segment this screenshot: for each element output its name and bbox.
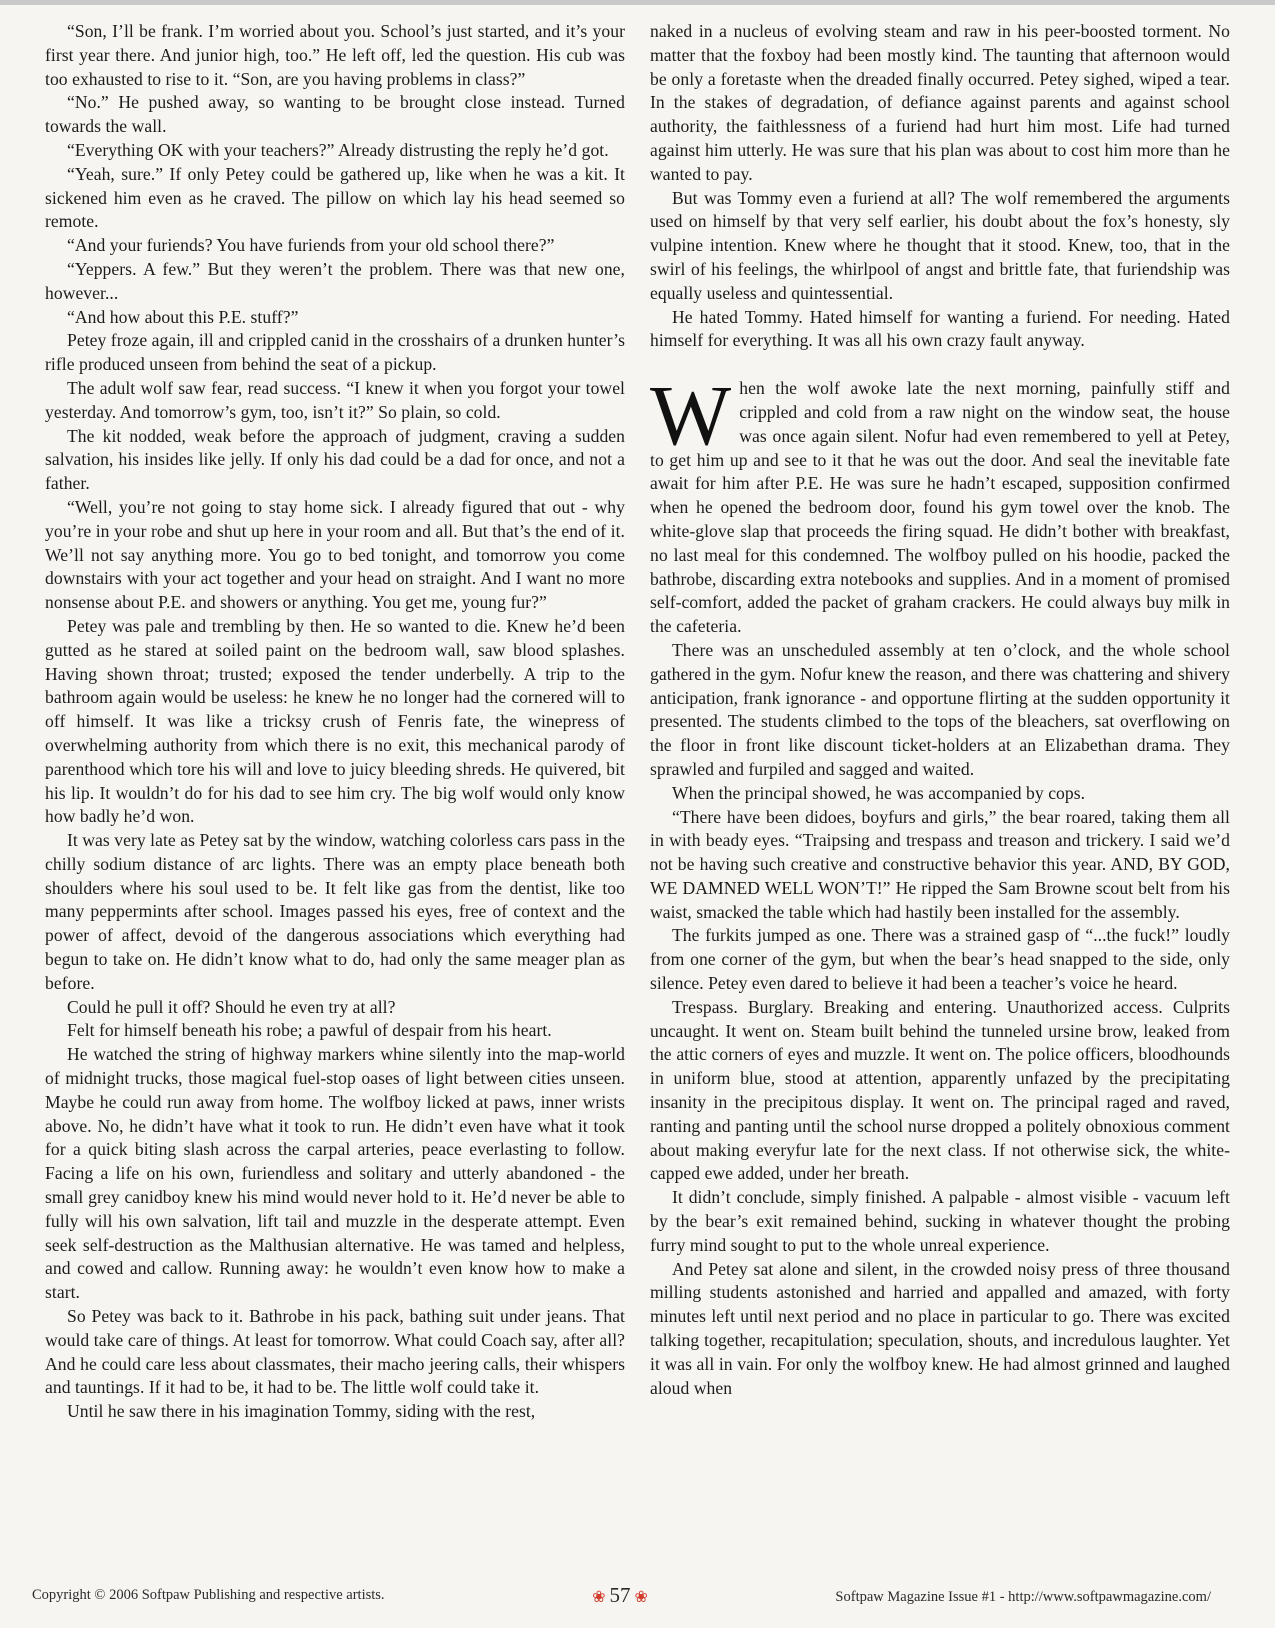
page-number: 57	[609, 1583, 631, 1607]
paragraph: “Yeppers. A few.” But they weren’t the problem. There was that new one, however...	[45, 258, 625, 303]
paragraph: But was Tommy even a furiend at all? The wolf remembered the arguments used on himself by that very self earlier, his doubt about the fox’s honesty, sly vulpine intention. Knew where he thought that it stood. Knew, too, that in the swirl of his feelings, the whirlpool of angst and brittle fate, that furiendship was equally useless and quintessential.	[650, 187, 1230, 303]
issue-line: Softpaw Magazine Issue #1 - http://www.softpawmagazine.com/	[835, 1589, 1211, 1605]
paragraph: Petey was pale and trembling by then. He so wanted to die. Knew he’d been gutted as he stared at soiled paint on the bedroom wall, saw blood splashes. Having shown throat; trusted; exposed the tender underbelly. A trip to the bathroom again would be useless: he knew he no longer had the cornered will to off himself. It was like a tricksy crush of Fenris fate, the winepress of overwhelming authority from which there is no exit, this mechanical parody of parenthood which tore his will and love to juicy bleeding shreds. He quivered, bit his lip. It wouldn’t do for his dad to see him cry. The big wolf would only know how badly he’d won.	[45, 615, 625, 827]
copyright-notice: Copyright © 2006 Softpaw Publishing and respective artists.	[32, 1587, 385, 1603]
section-opening-text: hen the wolf awoke late the next morning, painfully stiff and crippled and cold from a raw night on the window seat, the house was once again silent. Nofur had even remembered to yell at Petey, to get him up and see to it that he was out the door. And seal the inevitable fate await for him after P.E. He was sure he hadn’t escaped, supposition confirmed when he opened the bedroom door, found his gym towel over the knob. The white-glove slap that proceeds the firing squad. He didn’t bother with breakfast, no last meal for this condemned. The wolfboy pulled on his hoodie, packed the bathrobe, discarding extra notebooks and supplies. And in a moment of promised self-comfort, added the packet of graham crackers. He could always buy milk in the cafeteria.	[650, 378, 1230, 637]
drop-cap: W	[650, 367, 732, 464]
paragraph: “Son, I’ll be frank. I’m worried about you. School’s just started, and it’s your first year there. And junior high, too.” He left off, led the question. His cub was too exhausted to rise to it. “Son, are you having problems in class?”	[45, 21, 625, 89]
section-break	[650, 353, 1230, 377]
paragraph: It was very late as Petey sat by the window, watching colorless cars pass in the chilly sodium distance of arc lights. There was an empty place beneath both shoulders where his soul used to be. It felt like gas from the dentist, like too many peppermints after school. Images passed his eyes, free of context and the power of affect, devoid of the dangerous associations which everything had begun to take on. He didn’t know what to do, had only the same meager plan as before.	[45, 830, 625, 993]
paragraph: It didn’t conclude, simply finished. A palpable - almost visible - vacuum left by the bear’s exit remained behind, sucking in whatever thought the probing furry mind sought to put to the whole unreal experience.	[650, 1187, 1230, 1255]
paragraph: “Everything OK with your teachers?” Already distrusting the reply he’d got.	[67, 139, 609, 160]
paragraph: Could he pull it off? Should he even try at all?	[67, 996, 396, 1017]
paragraph: He watched the string of highway markers whine silently into the map-world of midnight trucks, those magical fuel-stop oases of light between cities unseen. Maybe he could run away from home. The wolfboy licked at paws, inner wrists above. No, he didn’t have what it took to run. He didn’t even have what it took for a quick biting slash across the carpal arteries, peace everlasting to follow. Facing a life on his own, furiendless and solitary and utterly abandoned - the small grey canidboy knew his mind would never hold to it. He’d never be able to fully will his own salvation, lift tail and muzzle in the desperate attempt. Even seek self-destruction as the Malthusian alternative. He was tamed and helpless, and cowed and callow. Running away: he wouldn’t even know how to make a start.	[45, 1044, 625, 1303]
section-opening-paragraph	[650, 367, 1230, 639]
right-column	[650, 20, 1230, 1545]
left-column	[45, 20, 625, 1545]
paragraph: When the principal showed, he was accompanied by cops.	[672, 782, 1086, 803]
paragraph: So Petey was back to it. Bathrobe in his pack, bathing suit under jeans. That would take care of things. At least for tomorrow. What could Coach say, after all? And he could care less about classmates, their macho jeering calls, their whispers and tauntings. If it had to be, it had to be. The little wolf could take it.	[45, 1306, 625, 1398]
paragraph: Until he saw there in his imagination Tommy, siding with the rest,	[67, 1401, 536, 1422]
top-rule	[0, 0, 1275, 5]
paragraph: “And your furiends? You have furiends from your old school there?”	[67, 235, 555, 256]
paragraph: There was an unscheduled assembly at ten o’clock, and the whole school gathered in the gym. Nofur knew the reason, and there was chattering and shivery anticipation, frank ignorance - and opportune flirting at the sudden opportunity it presented. The students climbed to the tops of the bleachers, sat overflowing on the floor in front like discount ticket-holders at an Elizabethan drama. They sprawled and furpiled and sagged and waited.	[650, 639, 1230, 779]
page-footer	[0, 1583, 1275, 1613]
paragraph: naked in a nucleus of evolving steam and raw in his peer-boosted torment. No matter that the foxboy had been mostly kind. The taunting that afternoon would be only a foretaste when the dreaded finally occurred. Petey sighed, wiped a tear. In the stakes of degradation, of defiance against parents and against school authority, the faithlessness of a furiend had hurt him most. Life had turned against him utterly. He was sure that his plan was about to cost him more than he wanted to pay.	[650, 21, 1230, 184]
paragraph: Petey froze again, ill and crippled canid in the crosshairs of a drunken hunter’s rifle produced unseen from behind the seat of a pickup.	[45, 330, 625, 375]
paragraph: “No.” He pushed away, so wanting to be brought close instead. Turned towards the wall.	[45, 92, 625, 137]
paragraph: Felt for himself beneath his robe; a pawful of despair from his heart.	[67, 1020, 552, 1041]
paragraph: And Petey sat alone and silent, in the crowded noisy press of three thousand milling students astonished and harried and appalled and amazed, with forty minutes left until next period and no place in particular to go. There was excited talking together, recapitulation; speculation, shouts, and incredulous laughter. Yet it was all in vain. For only the wolfboy knew. He had almost grinned and laughed aloud when	[650, 1258, 1230, 1398]
paragraph: The furkits jumped as one. There was a strained gasp of “...the fuck!” loudly from one corner of the gym, but when the bear’s head snapped to the side, only silence. Petey even dared to believe it had been a teacher’s voice he heard.	[650, 925, 1230, 994]
paragraph: Trespass. Burglary. Breaking and entering. Unauthorized access. Culprits uncaught. It went on. Steam built behind the tunneled ursine brow, leaked from the attic corners of eyes and muzzle. It went on. The police officers, bloodhounds in uniform blue, stood at attention, apparently unfazed by the precipitating insanity in the precipitous display. It went on. The principal raged and raved, ranting and panting until the school nurse dropped a politely obnoxious comment about making everyfur late for the next class. If not otherwise sick, the white-capped ewe added, under her breath.	[650, 996, 1230, 1184]
paw-print-icon: ❀	[592, 1589, 606, 1607]
paragraph: The adult wolf saw fear, read success. “I knew it when you forgot your towel yesterday. And tomorrow’s gym, too, isn’t it?” So plain, so cold.	[45, 377, 625, 422]
page-number-box	[580, 1583, 660, 1608]
paragraph: “Yeah, sure.” If only Petey could be gathered up, like when he was a kit. It sickened him even as he craved. The pillow on which lay his head seemed so remote.	[45, 163, 625, 232]
paragraph: “Well, you’re not going to stay home sick. I already figured that out - why you’re in your robe and shut up here in your room and all. But that’s the end of it. We’ll not say anything more. You go to bed tonight, and tomorrow you come downstairs with your act together and your head on straight. And I want no more nonsense about P.E. and showers or anything. You get me, young fur?”	[45, 496, 625, 613]
paragraph: “And how about this P.E. stuff?”	[67, 306, 299, 327]
paragraph: He hated Tommy. Hated himself for wanting a furiend. For needing. Hated himself for everything. It was all his own crazy fault anyway.	[650, 306, 1230, 351]
paragraph: The kit nodded, weak before the approach of judgment, craving a sudden salvation, his insides like jelly. If only his dad could be a dad for once, and not a father.	[45, 425, 625, 494]
paragraph: “There have been didoes, boyfurs and girls,” the bear roared, taking them all in with beady eyes. “Traipsing and trespass and treason and trickery. I said we’d not be having such creative and constructive behavior this year. AND, BY GOD, WE DAMNED WELL WON’T!” He ripped the Sam Browne scout belt from his waist, smacked the table which had hastily been installed for the assembly.	[650, 806, 1230, 922]
paw-print-icon: ❀	[634, 1589, 648, 1607]
